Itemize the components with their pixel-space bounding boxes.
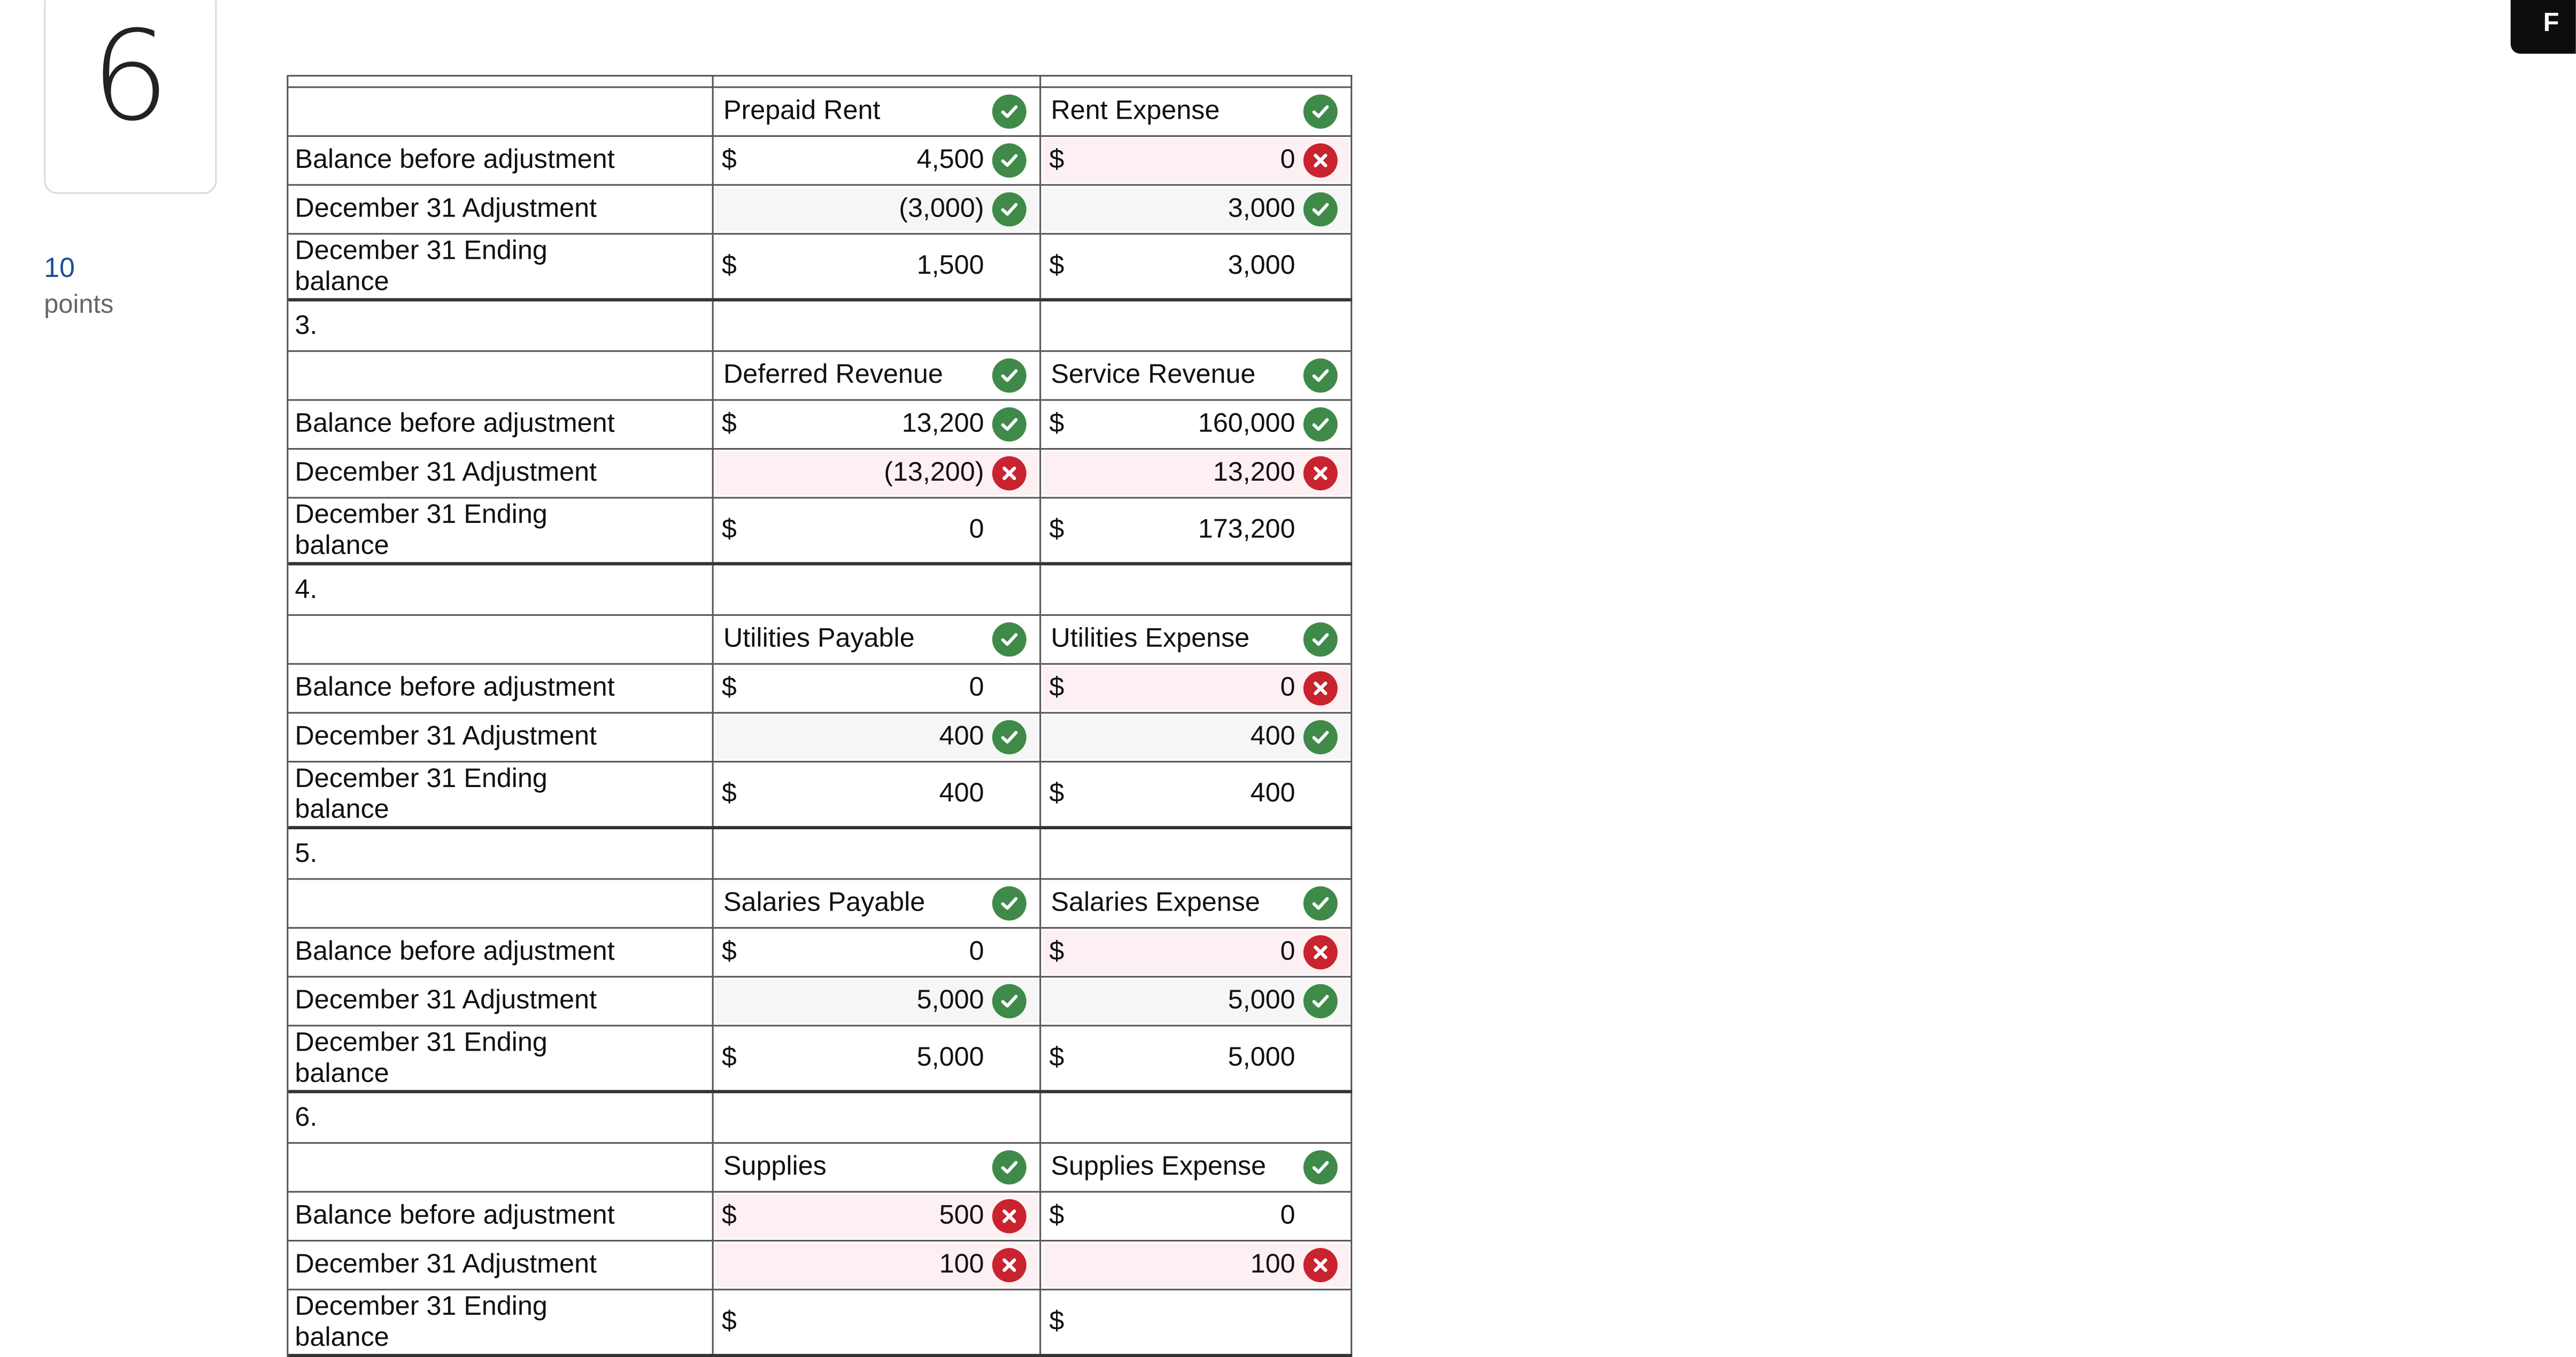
empty-cell xyxy=(714,302,1041,350)
table-row xyxy=(288,1242,1352,1290)
amount: 100 xyxy=(1250,1250,1295,1279)
amount: 400 xyxy=(939,721,984,751)
dollar-sign: $ xyxy=(721,937,737,966)
empty-cell xyxy=(714,565,1041,614)
row-label-before: Balance before adjustment xyxy=(288,665,713,712)
ending-cell-right xyxy=(1043,1028,1349,1089)
dollar-sign: $ xyxy=(721,1306,737,1336)
amount: 5,000 xyxy=(1228,1043,1295,1073)
table-row xyxy=(288,352,1352,400)
account-select-left[interactable] xyxy=(715,90,1038,134)
adjustment-input-right[interactable] xyxy=(1043,1243,1349,1287)
adjustment-input-left[interactable] xyxy=(715,187,1038,231)
amount: 13,200 xyxy=(901,408,984,438)
dollar-sign: $ xyxy=(721,778,737,808)
ending-cell-right xyxy=(1043,500,1349,560)
ending-cell-right xyxy=(1043,1292,1349,1352)
dollar-sign: $ xyxy=(1049,673,1065,703)
table-row xyxy=(288,616,1352,665)
ending-label-line2: balance xyxy=(295,530,389,560)
row-label-ending xyxy=(288,762,713,826)
row-label-adjustment: December 31 Adjustment xyxy=(288,450,713,497)
row-label-ending xyxy=(288,1290,713,1354)
ending-label-line1: December 31 Ending xyxy=(295,1027,547,1057)
table-row xyxy=(288,1093,1352,1144)
table-row xyxy=(288,75,1352,88)
table-row xyxy=(288,762,1352,829)
amount: 500 xyxy=(939,1200,984,1230)
dollar-sign: $ xyxy=(1049,408,1065,438)
amount: 173,200 xyxy=(1198,514,1295,544)
question-number-box xyxy=(44,0,217,194)
account-name: Utilities Expense xyxy=(1051,624,1250,653)
table-row xyxy=(288,186,1352,234)
row-label-before: Balance before adjustment xyxy=(288,137,713,184)
before-left-x-icon xyxy=(992,1199,1027,1233)
adjustment-left-x-icon xyxy=(992,456,1027,490)
header-label-cell xyxy=(288,88,713,135)
empty-cell xyxy=(1041,75,1352,86)
amount: 13,200 xyxy=(1213,458,1295,488)
row-label-adjustment: December 31 Adjustment xyxy=(288,186,713,233)
account-name: Service Revenue xyxy=(1051,360,1256,390)
before-input-right[interactable] xyxy=(1043,403,1349,446)
adjustment-input-left[interactable] xyxy=(715,979,1038,1023)
empty-cell xyxy=(1041,829,1352,878)
section-number xyxy=(288,75,713,86)
before-input-right[interactable] xyxy=(1043,666,1349,710)
table-row xyxy=(288,665,1352,713)
ending-cell-left xyxy=(715,500,1038,560)
account-select-left[interactable] xyxy=(715,618,1038,661)
before-input-left[interactable] xyxy=(715,1194,1038,1238)
adjustment-right-check-icon xyxy=(1304,192,1338,227)
amount: 5,000 xyxy=(1228,985,1295,1015)
account-left-check-icon xyxy=(992,622,1027,657)
header-label-cell xyxy=(288,880,713,927)
row-label-before: Balance before adjustment xyxy=(288,1193,713,1240)
adjustment-left-check-icon xyxy=(992,192,1027,227)
account-select-right[interactable] xyxy=(1043,353,1349,397)
ending-label-line1: December 31 Ending xyxy=(295,235,547,265)
account-right-check-icon xyxy=(1304,1150,1338,1184)
ending-label-line1: December 31 Ending xyxy=(295,499,547,529)
adjustment-input-right[interactable] xyxy=(1043,979,1349,1023)
section-number: 6. xyxy=(288,1093,713,1142)
table-row xyxy=(288,977,1352,1026)
table-row xyxy=(288,498,1352,565)
account-left-check-icon xyxy=(992,1150,1027,1184)
row-label-adjustment: December 31 Adjustment xyxy=(288,714,713,761)
row-label-adjustment: December 31 Adjustment xyxy=(288,977,713,1024)
table-row xyxy=(288,565,1352,615)
dollar-sign: $ xyxy=(1049,937,1065,966)
ending-label-line1: December 31 Ending xyxy=(295,763,547,793)
account-name: Supplies xyxy=(723,1152,827,1182)
amount: 400 xyxy=(1250,721,1295,751)
header-label-cell xyxy=(288,352,713,399)
dollar-sign: $ xyxy=(721,514,737,544)
corner-label: F xyxy=(2543,10,2559,38)
before-input-right[interactable] xyxy=(1043,138,1349,182)
empty-cell xyxy=(1041,565,1352,614)
adjustment-table xyxy=(287,75,1352,1357)
row-label-ending xyxy=(288,498,713,562)
corner-button[interactable] xyxy=(2511,0,2576,54)
account-select-right[interactable] xyxy=(1043,882,1349,926)
adjustment-left-check-icon xyxy=(992,720,1027,754)
account-name: Salaries Expense xyxy=(1051,888,1260,917)
amount: 0 xyxy=(1280,145,1295,175)
empty-cell xyxy=(714,829,1041,878)
table-row xyxy=(288,829,1352,880)
amount: 0 xyxy=(969,514,984,544)
points-label: points xyxy=(44,291,114,320)
ending-cell-left xyxy=(715,236,1038,297)
points-value: 10 xyxy=(44,252,75,284)
section-number: 4. xyxy=(288,565,713,614)
before-left-check-icon xyxy=(992,143,1027,178)
dollar-sign: $ xyxy=(721,145,737,175)
question-number: 6 xyxy=(91,3,170,149)
account-name: Deferred Revenue xyxy=(723,360,943,390)
table-row xyxy=(288,88,1352,137)
section-number: 5. xyxy=(288,829,713,878)
account-name: Rent Expense xyxy=(1051,96,1220,126)
ending-cell-left xyxy=(715,1292,1038,1352)
dollar-sign: $ xyxy=(721,673,737,703)
dollar-sign: $ xyxy=(1049,145,1065,175)
table-row xyxy=(288,1027,1352,1093)
table-row xyxy=(288,714,1352,762)
account-right-check-icon xyxy=(1304,886,1338,921)
empty-cell xyxy=(1041,302,1352,350)
amount: 0 xyxy=(1280,673,1295,703)
row-label-ending xyxy=(288,1027,713,1090)
before-right-x-icon xyxy=(1304,143,1338,178)
account-name: Utilities Payable xyxy=(723,624,915,653)
account-select-left[interactable] xyxy=(715,882,1038,926)
dollar-sign: $ xyxy=(1049,251,1065,281)
before-right-x-icon xyxy=(1304,935,1338,969)
amount: 1,500 xyxy=(916,251,984,281)
dollar-sign: $ xyxy=(721,1200,737,1230)
amount: 0 xyxy=(969,937,984,966)
ending-cell-right xyxy=(1043,764,1349,824)
before-input-right[interactable] xyxy=(1043,930,1349,974)
amount: (3,000) xyxy=(899,194,984,223)
before-right-check-icon xyxy=(1304,407,1338,442)
adjustment-right-x-icon xyxy=(1304,456,1338,490)
row-label-ending xyxy=(288,235,713,298)
table-row xyxy=(288,137,1352,186)
account-right-check-icon xyxy=(1304,622,1338,657)
table-row xyxy=(288,235,1352,302)
table-row xyxy=(288,880,1352,928)
account-select-right[interactable] xyxy=(1043,1145,1349,1189)
table-row xyxy=(288,1290,1352,1357)
adjustment-input-right[interactable] xyxy=(1043,187,1349,231)
before-left-check-icon xyxy=(992,407,1027,442)
header-label-cell xyxy=(288,1144,713,1191)
ending-cell-left xyxy=(715,1028,1038,1089)
ending-label-line1: December 31 Ending xyxy=(295,1291,547,1321)
before-input-left[interactable] xyxy=(715,403,1038,446)
section-number: 3. xyxy=(288,302,713,350)
before-input-right[interactable] xyxy=(1043,1194,1349,1238)
ending-cell-left xyxy=(715,764,1038,824)
adjustment-right-check-icon xyxy=(1304,984,1338,1019)
table-row xyxy=(288,302,1352,352)
ending-label-line2: balance xyxy=(295,1322,389,1352)
amount: 0 xyxy=(1280,1200,1295,1230)
dollar-sign: $ xyxy=(721,408,737,438)
dollar-sign: $ xyxy=(1049,514,1065,544)
ending-cell-right xyxy=(1043,236,1349,297)
table-row xyxy=(288,1193,1352,1242)
amount: (13,200) xyxy=(884,458,984,488)
account-name: Supplies Expense xyxy=(1051,1152,1266,1182)
adjustment-left-check-icon xyxy=(992,984,1027,1019)
adjustment-input-left[interactable] xyxy=(715,715,1038,759)
dollar-sign: $ xyxy=(1049,1306,1065,1336)
account-name: Prepaid Rent xyxy=(723,96,881,126)
row-label-adjustment: December 31 Adjustment xyxy=(288,1242,713,1289)
account-left-check-icon xyxy=(992,95,1027,129)
account-left-check-icon xyxy=(992,886,1027,921)
account-select-right[interactable] xyxy=(1043,618,1349,661)
account-select-left[interactable] xyxy=(715,353,1038,397)
empty-cell xyxy=(1041,1093,1352,1142)
before-input-left[interactable] xyxy=(715,138,1038,182)
adjustment-right-check-icon xyxy=(1304,720,1338,754)
amount: 5,000 xyxy=(916,985,984,1015)
dollar-sign: $ xyxy=(1049,778,1065,808)
adjustment-input-left[interactable] xyxy=(715,1243,1038,1287)
dollar-sign: $ xyxy=(1049,1043,1065,1073)
amount: 3,000 xyxy=(1228,251,1295,281)
account-left-check-icon xyxy=(992,358,1027,392)
dollar-sign: $ xyxy=(1049,1200,1065,1230)
account-name: Salaries Payable xyxy=(723,888,925,917)
amount: 5,000 xyxy=(916,1043,984,1073)
adjustment-input-right[interactable] xyxy=(1043,451,1349,495)
table-row xyxy=(288,401,1352,450)
empty-cell xyxy=(714,75,1041,86)
amount: 100 xyxy=(939,1250,984,1279)
amount: 0 xyxy=(969,673,984,703)
before-right-x-icon xyxy=(1304,671,1338,705)
amount: 160,000 xyxy=(1198,408,1295,438)
account-select-right[interactable] xyxy=(1043,90,1349,134)
ending-label-line2: balance xyxy=(295,1058,389,1088)
adjustment-left-x-icon xyxy=(992,1248,1027,1282)
amount: 400 xyxy=(939,778,984,808)
empty-cell xyxy=(714,1093,1041,1142)
adjustment-input-right[interactable] xyxy=(1043,715,1349,759)
amount: 0 xyxy=(1280,937,1295,966)
header-label-cell xyxy=(288,616,713,663)
account-right-check-icon xyxy=(1304,358,1338,392)
account-select-left[interactable] xyxy=(715,1145,1038,1189)
before-input-left[interactable] xyxy=(715,930,1038,974)
table-row xyxy=(288,929,1352,977)
amount: 400 xyxy=(1250,778,1295,808)
ending-label-line2: balance xyxy=(295,794,389,824)
amount: 4,500 xyxy=(916,145,984,175)
row-label-before: Balance before adjustment xyxy=(288,401,713,448)
table-row xyxy=(288,450,1352,498)
account-right-check-icon xyxy=(1304,95,1338,129)
adjustment-right-x-icon xyxy=(1304,1248,1338,1282)
table-row xyxy=(288,1144,1352,1192)
row-label-before: Balance before adjustment xyxy=(288,929,713,976)
dollar-sign: $ xyxy=(721,251,737,281)
adjustment-input-left[interactable] xyxy=(715,451,1038,495)
before-input-left[interactable] xyxy=(715,666,1038,710)
dollar-sign: $ xyxy=(721,1043,737,1073)
ending-label-line2: balance xyxy=(295,266,389,296)
amount: 3,000 xyxy=(1228,194,1295,223)
